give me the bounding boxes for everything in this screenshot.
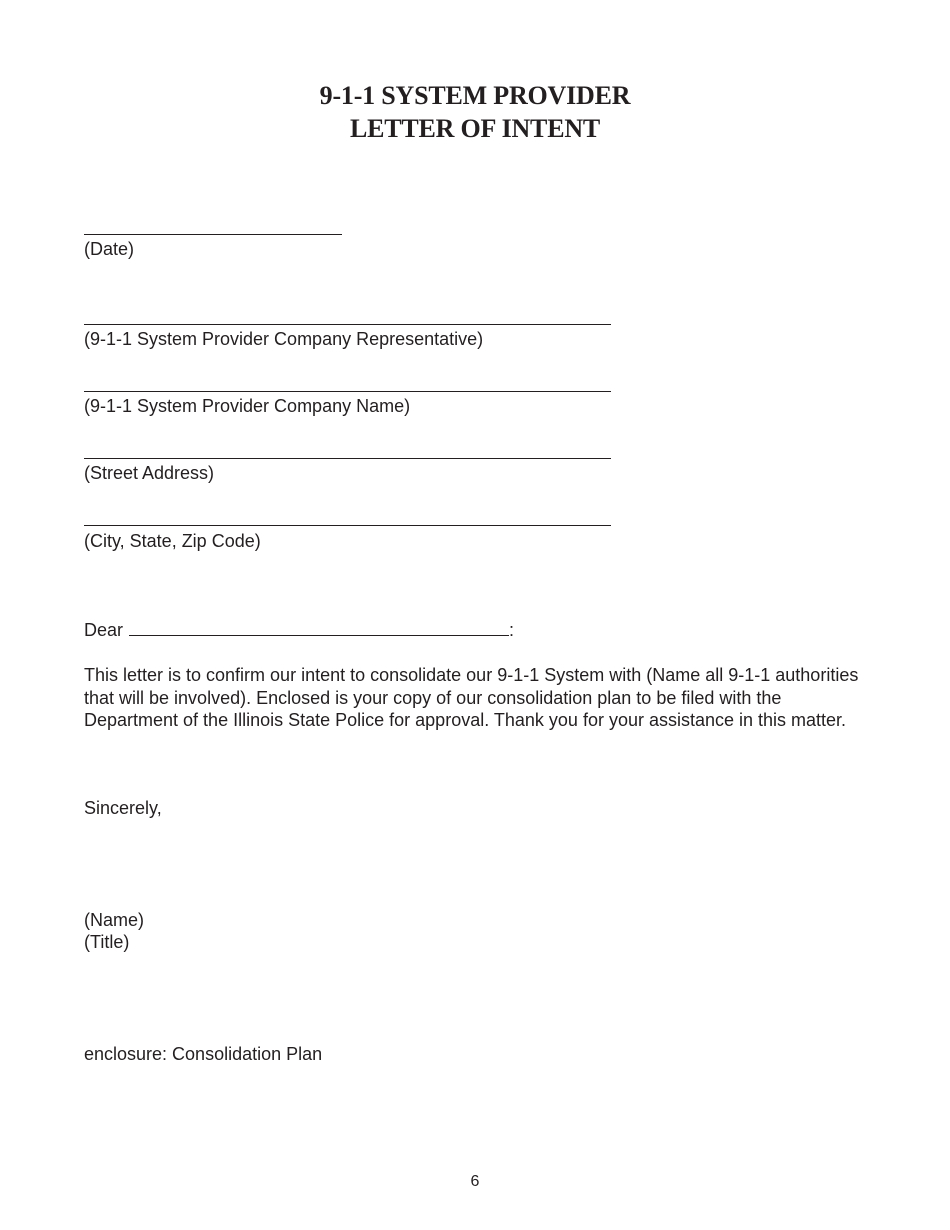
signature-name: (Name) — [84, 910, 145, 930]
representative-blank-line — [84, 324, 611, 325]
street-address-label: (Street Address) — [84, 463, 215, 483]
date-blank-line — [84, 234, 342, 235]
salutation-prefix: Dear — [84, 620, 124, 640]
recipient-blank-line — [129, 619, 509, 636]
letter-body: This letter is to confirm our intent to consolidate our 9-1-1 System with (Name all 9-1-1 authorities that will be involved). Enclosed is your copy of our consolidation plan to be filed with the Department of the Illinois State Police for approval. Thank you for your assistance in this matter. — [84, 665, 859, 730]
city-state-zip-label: (City, State, Zip Code) — [84, 531, 261, 551]
title-line-1: 9-1-1 SYSTEM PROVIDER — [319, 81, 631, 110]
salutation — [84, 619, 514, 641]
city-state-zip-blank-line — [84, 525, 611, 526]
enclosure-note: enclosure: Consolidation Plan — [84, 1044, 323, 1064]
title-line-2: LETTER OF INTENT — [349, 114, 601, 143]
closing: Sincerely, — [84, 798, 162, 818]
salutation-colon: : — [509, 620, 515, 640]
document-title — [0, 79, 950, 145]
signature-title: (Title) — [84, 932, 130, 952]
company-name-blank-line — [84, 391, 611, 392]
representative-label: (9-1-1 System Provider Company Representative) — [84, 329, 484, 349]
page-number: 6 — [470, 1173, 480, 1190]
street-address-blank-line — [84, 458, 611, 459]
date-label: (Date) — [84, 239, 135, 259]
company-name-label: (9-1-1 System Provider Company Name) — [84, 396, 411, 416]
